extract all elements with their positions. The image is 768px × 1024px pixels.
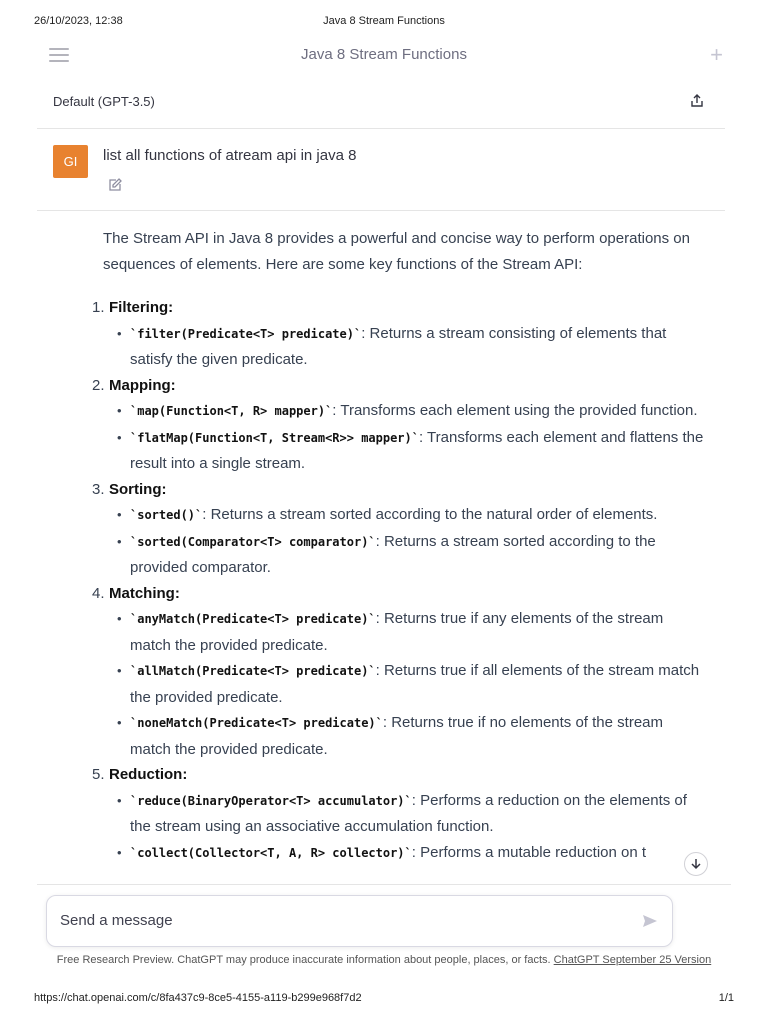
function-signature: `map(Function<T, R> mapper)` bbox=[130, 404, 333, 418]
function-category bbox=[92, 581, 708, 763]
model-label: Default (GPT-3.5) bbox=[53, 94, 155, 109]
top-bar bbox=[37, 40, 731, 72]
function-description: : Returns true if any elements of the stream match the provided predicate. bbox=[130, 610, 664, 654]
function-category bbox=[92, 477, 708, 581]
answer-intro: The Stream API in Java 8 provides a powerful and concise way to perform operations on sequences of elements. Here are some key functions of the Stream API: bbox=[103, 230, 690, 273]
function-category-list bbox=[92, 295, 708, 866]
function-item bbox=[130, 502, 708, 529]
function-signature: `sorted()` bbox=[130, 508, 203, 522]
function-category bbox=[92, 295, 708, 373]
category-title: Matching: bbox=[109, 584, 180, 602]
send-icon[interactable] bbox=[642, 913, 658, 929]
function-item bbox=[130, 529, 708, 581]
category-number: 4. bbox=[92, 584, 105, 602]
disclaimer-text: Free Research Preview. ChatGPT may produce inaccurate information about people, places, or facts. bbox=[56, 954, 554, 966]
function-signature: `reduce(BinaryOperator<T> accumulator)` bbox=[130, 793, 412, 808]
function-description: : Returns true if no elements of the stream match the provided predicate. bbox=[130, 714, 664, 758]
function-signature: `collect(Collector<T, A, R> collector)` bbox=[130, 845, 412, 860]
function-signature: `anyMatch(Predicate<T> predicate)` bbox=[130, 612, 376, 626]
user-message bbox=[37, 128, 725, 211]
function-category bbox=[92, 762, 708, 866]
category-number: 2. bbox=[92, 376, 105, 394]
function-item bbox=[130, 788, 708, 840]
function-signature: `flatMap(Function<T, Stream<R>> mapper)` bbox=[130, 430, 419, 445]
function-description: : Returns true if all elements of the stream match the provided predicate. bbox=[130, 662, 700, 706]
assistant-answer bbox=[92, 226, 708, 884]
function-signature: `sorted(Comparator<T> comparator)` bbox=[130, 534, 376, 549]
function-list bbox=[109, 788, 708, 867]
page-number: 1/1 bbox=[718, 992, 734, 1004]
print-date: 26/10/2023, 12:38 bbox=[34, 15, 123, 27]
function-signature: `filter(Predicate<T> predicate)` bbox=[130, 326, 362, 341]
function-description: : Performs a mutable reduction on t bbox=[411, 843, 647, 861]
function-signature: `allMatch(Predicate<T> predicate)` bbox=[130, 664, 376, 678]
category-number: 5. bbox=[92, 766, 105, 783]
category-number: 3. bbox=[92, 480, 105, 498]
function-description: : Performs a reduction on the elements of the stream using an associative accumulation function. bbox=[130, 791, 687, 835]
message-composer bbox=[46, 895, 673, 947]
function-category bbox=[92, 373, 708, 477]
function-item bbox=[130, 710, 708, 762]
category-title: Filtering: bbox=[109, 299, 174, 316]
function-list bbox=[109, 321, 708, 373]
function-description: : Returns a stream sorted according to the natural order of elements. bbox=[202, 506, 658, 523]
category-number: 1. bbox=[92, 299, 105, 316]
category-title: Mapping: bbox=[109, 376, 176, 394]
category-title: Sorting: bbox=[109, 480, 167, 498]
page-url: https://chat.openai.com/c/8fa437c9-8ce5-4155-a119-b299e968f7d2 bbox=[34, 992, 362, 1004]
function-description: : Transforms each element and flattens the result into a single stream. bbox=[130, 428, 704, 472]
function-signature: `noneMatch(Predicate<T> predicate)` bbox=[130, 716, 383, 730]
function-description: : Returns a stream sorted according to the provided comparator. bbox=[130, 532, 656, 576]
share-icon[interactable] bbox=[689, 93, 705, 109]
model-bar bbox=[37, 86, 725, 129]
function-list bbox=[109, 502, 708, 581]
function-item bbox=[130, 425, 708, 477]
avatar: GI bbox=[53, 145, 88, 178]
disclaimer bbox=[37, 953, 731, 968]
function-list bbox=[109, 606, 708, 762]
function-list bbox=[109, 398, 708, 477]
version-link[interactable]: ChatGPT September 25 Version bbox=[553, 954, 712, 966]
message-input[interactable] bbox=[58, 907, 622, 933]
conversation-title: Java 8 Stream Functions bbox=[301, 46, 467, 63]
function-item bbox=[130, 398, 708, 425]
function-description: : Returns a stream consisting of elements that satisfy the given predicate. bbox=[130, 324, 667, 368]
plus-icon[interactable]: + bbox=[710, 42, 723, 67]
print-header bbox=[34, 15, 734, 31]
arrow-down-icon bbox=[689, 857, 703, 871]
function-item bbox=[130, 840, 708, 867]
bottom-bar bbox=[37, 884, 731, 985]
function-item bbox=[130, 606, 708, 658]
user-message-text: list all functions of atream api in java 8 bbox=[103, 147, 357, 164]
scroll-down-button[interactable] bbox=[684, 852, 708, 876]
edit-icon[interactable] bbox=[107, 177, 123, 193]
function-description: : Transforms each element using the provided function. bbox=[332, 402, 698, 419]
print-title: Java 8 Stream Functions bbox=[323, 15, 445, 27]
function-item bbox=[130, 658, 708, 710]
category-title: Reduction: bbox=[109, 766, 188, 783]
function-item bbox=[130, 321, 708, 373]
